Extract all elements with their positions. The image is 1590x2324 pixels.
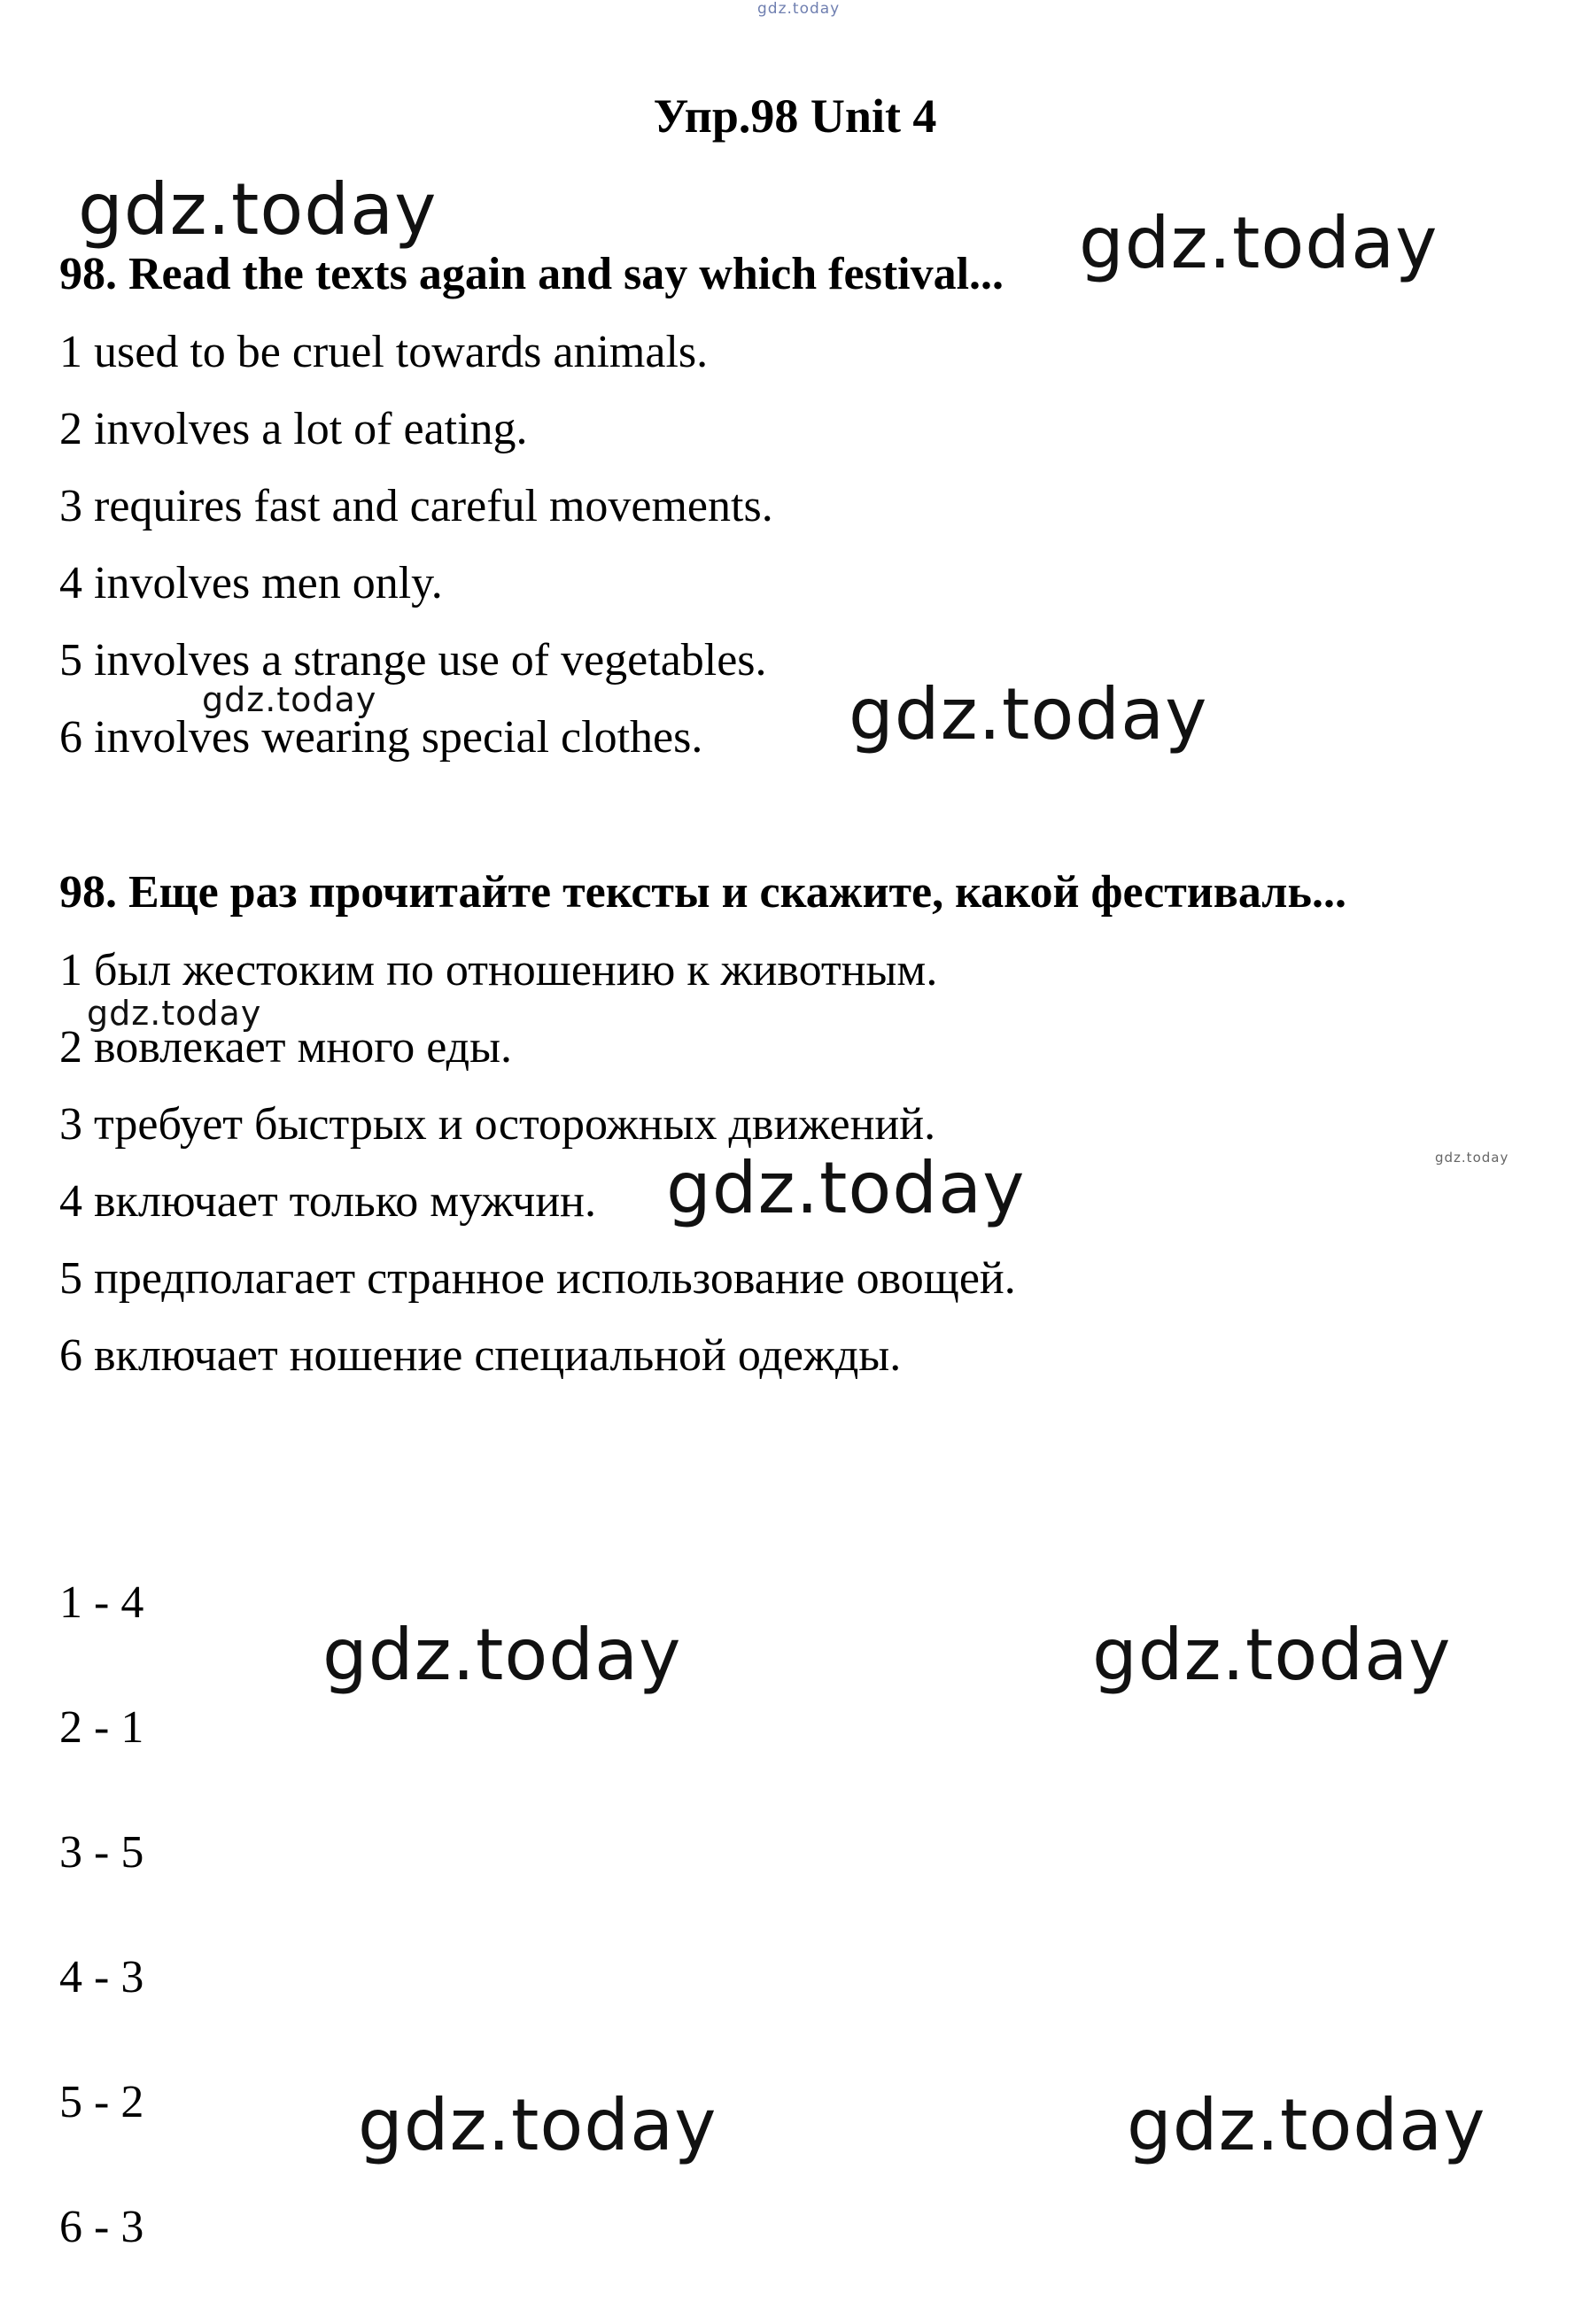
- russian-item-4: 4 включает только мужчин.: [59, 1176, 596, 1227]
- answer-6: 6 - 3: [59, 2202, 144, 2252]
- answer-3: 3 - 5: [59, 1827, 144, 1878]
- english-item-4: 4 involves men only.: [59, 558, 443, 608]
- watermark: gdz.today: [1079, 202, 1439, 284]
- russian-item-5: 5 предполагает странное использование овощей.: [59, 1253, 1016, 1304]
- watermark: gdz.today: [202, 680, 377, 719]
- watermark: gdz.today: [1127, 2084, 1486, 2166]
- watermark: gdz.today: [358, 2084, 717, 2166]
- answer-5: 5 - 2: [59, 2077, 144, 2127]
- english-heading: 98. Read the texts again and say which festival...: [59, 249, 1004, 299]
- watermark-top: gdz.today: [757, 0, 841, 18]
- english-item-3: 3 requires fast and careful movements.: [59, 481, 773, 531]
- answer-4: 4 - 3: [59, 1952, 144, 2003]
- watermark: gdz.today: [78, 168, 438, 251]
- watermark: gdz.today: [666, 1147, 1026, 1229]
- russian-item-2: 2 вовлекает много еды.: [59, 1022, 513, 1073]
- russian-heading: 98. Еще раз прочитайте тексты и скажите, какой фестиваль...: [59, 867, 1346, 918]
- page-title: Упр.98 Unit 4: [653, 89, 937, 143]
- watermark: gdz.today: [87, 994, 262, 1033]
- russian-item-1: 1 был жестоким по отношению к животным.: [59, 945, 938, 995]
- watermark: gdz.today: [322, 1614, 682, 1696]
- russian-item-3: 3 требует быстрых и осторожных движений.: [59, 1099, 936, 1150]
- answer-1: 1 - 4: [59, 1577, 144, 1628]
- russian-item-6: 6 включает ношение специальной одежды.: [59, 1330, 902, 1381]
- english-item-5: 5 involves a strange use of vegetables.: [59, 635, 767, 686]
- answer-2: 2 - 1: [59, 1702, 144, 1753]
- english-item-6: 6 involves wearing special clothes.: [59, 712, 703, 763]
- watermark: gdz.today: [1435, 1150, 1509, 1166]
- english-item-1: 1 used to be cruel towards animals.: [59, 327, 709, 377]
- english-item-2: 2 involves a lot of eating.: [59, 404, 528, 454]
- watermark: gdz.today: [1092, 1614, 1452, 1696]
- watermark: gdz.today: [849, 673, 1208, 755]
